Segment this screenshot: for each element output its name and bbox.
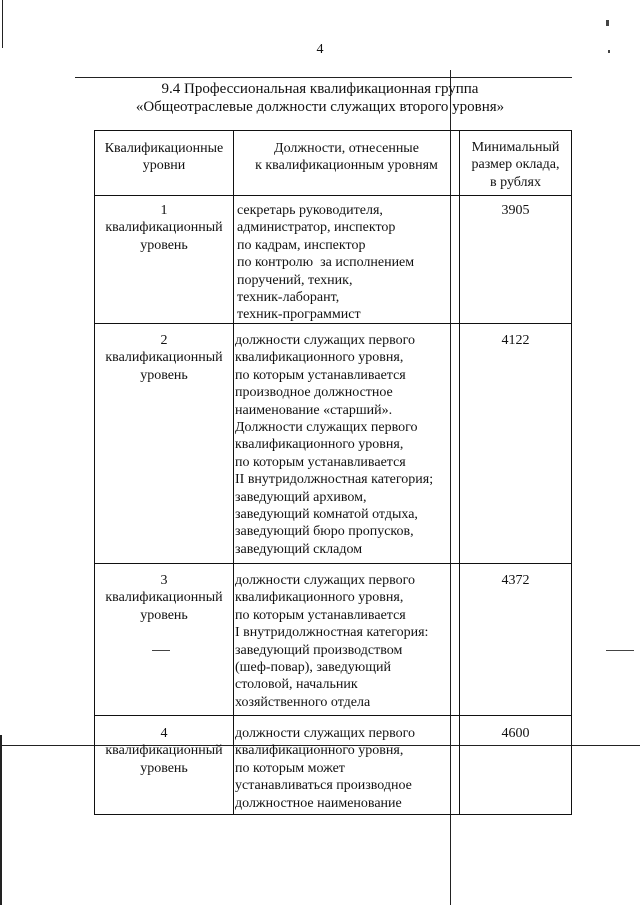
- table-border: [571, 130, 572, 815]
- row-level: 2 квалификационный уровень: [105, 333, 223, 383]
- row-level: 4 квалификационный уровень: [105, 726, 223, 776]
- row-salary: 4372: [501, 573, 530, 588]
- header-salary: Минимальный размер оклада, в рублях: [471, 140, 560, 190]
- header-positions: Должности, отнесенные к квалификационным уровням: [255, 141, 438, 174]
- row-positions: должности служащих первого квалификационного уровня, по которым устанавливается I внутридолжностная категория: заведующий производством (шеф-повар), заведующий столовой, начальник хозяйственного отдела: [235, 573, 429, 710]
- table-border: [94, 130, 572, 131]
- table-border: [94, 814, 572, 815]
- scan-artifact-speck: [606, 20, 609, 26]
- row-level: 3 квалификационный уровень: [105, 573, 223, 623]
- table-border: [94, 563, 572, 564]
- row-salary: 4600: [501, 726, 530, 741]
- scan-artifact-line: [2, 0, 3, 48]
- header-levels: Квалификационные уровни: [104, 141, 224, 174]
- scan-artifact-line: [0, 735, 2, 905]
- section-heading: [0, 80, 640, 116]
- table-border: [459, 130, 460, 815]
- table-border: [94, 195, 572, 196]
- row-positions: должности служащих первого квалификационного уровня, по которым может устанавливаться производное должностное наименование: [235, 726, 416, 811]
- row-salary: 3905: [501, 203, 530, 218]
- row-positions: должности служащих первого квалификационного уровня, по которым устанавливается производное должностное наименование «старший». Должности служащих первого квалификационного уровня, по которым устанавливается II внутридолжностная категория; заведующий архивом, заведующий комнатой отдыха, заведующий бюро пропусков, заведующий складом: [235, 333, 434, 557]
- table-border: [94, 715, 572, 716]
- page-number: 4: [316, 42, 324, 57]
- row-salary: 4122: [501, 333, 530, 348]
- scan-artifact-speck: [606, 650, 634, 651]
- section-title-line2: «Общеотраслевые должности служащих второго уровня»: [135, 99, 505, 115]
- row-positions: секретарь руководителя, администратор, инспектор по кадрам, инспектор по контролю за исполнением поручений, техник, техник-лаборант, техник-программист: [237, 203, 415, 323]
- salary-table: [94, 130, 572, 815]
- heading-divider: [75, 77, 572, 78]
- table-border: [233, 130, 234, 815]
- section-title-line1: 9.4 Профессиональная квалификационная группа: [161, 81, 479, 97]
- row-level: 1 квалификационный уровень: [105, 203, 223, 253]
